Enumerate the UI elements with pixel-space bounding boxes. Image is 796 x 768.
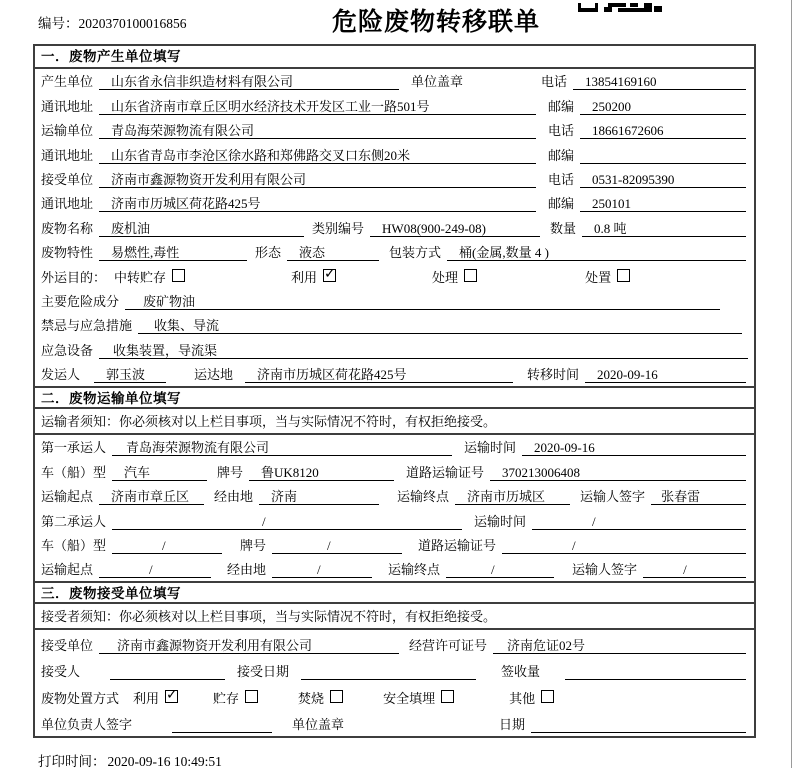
waste-name-label: 废物名称 [41,220,94,236]
destination-value: 济南市历城区荷花路425号 [245,366,513,383]
transfer-time-value: 2020-09-16 [585,366,746,383]
vehicle-type-2-value: / [112,537,222,554]
receiver-phone-label: 电话 [548,171,575,187]
accept-date-value [301,663,476,680]
row-accept-unit [35,630,754,657]
first-carrier-value: 青岛海荣源物流有限公司 [112,439,452,456]
endpoint-2-label: 运输终点 [388,562,441,578]
second-carrier-label: 第二承运人 [41,513,107,529]
row-route-2 [35,557,754,581]
vehicle-type-value: 汽车 [112,464,207,481]
checkbox-disposal-incineration-icon [330,690,343,703]
accept-unit-value: 济南市鑫源物资开发利用有限公司 [99,637,399,654]
packaging-label: 包装方式 [389,245,442,261]
emergency-measures-label: 禁忌与应急措施 [41,318,133,334]
transfer-purpose-label: 外运目的： [41,269,107,285]
producer-zip-value: 250200 [580,98,746,115]
responsible-signature-label: 单位负责人签字 [41,717,133,733]
via-value: 济南 [259,488,379,505]
checkbox-disposal-storage-icon [245,690,258,703]
purpose-option-label: 处理 [432,269,459,285]
responsible-signature-value [172,716,272,733]
transport-zip-label: 邮编 [548,147,575,163]
receiver-address-value: 济南市历城区荷花路425号 [99,195,536,212]
print-time-value: 2020-09-16 10:49:51 [107,754,222,768]
plate-number-2-value: / [272,537,402,554]
section-transporter-title: 二．废物运输单位填写 [35,386,754,409]
checkbox-transfer-storage-icon [172,269,185,282]
carrier-signature-2-value: / [643,561,746,578]
row-emergency-measures [35,313,754,337]
producer-phone-value: 13854169160 [573,73,746,90]
disposal-method-label: 废物处置方式 [41,690,120,706]
date-label: 日期 [499,717,526,733]
receiver-unit-label: 接受单位 [41,171,94,187]
transport-time-2-label: 运输时间 [474,513,527,529]
row-vehicle-type-2 [35,533,754,557]
disposal-option-label: 贮存 [213,690,240,706]
transport-phone-value: 18661672606 [580,122,746,139]
checkbox-disposal-other-icon [541,690,554,703]
producer-zip-label: 邮编 [548,98,575,114]
purpose-option-treatment [432,267,477,286]
page-title: 危险废物转移联单 [332,8,541,36]
row-transport-address [35,142,754,166]
consignor-label: 发运人 [41,367,81,383]
waste-traits-label: 废物特性 [41,245,94,261]
row-emergency-equipment [35,337,754,361]
purpose-option-disposal [585,267,630,286]
row-second-carrier [35,508,754,532]
document-number-label: 编号： [38,16,79,31]
row-transfer-purpose [35,264,754,288]
hazard-component-label: 主要危险成分 [41,293,120,309]
first-carrier-label: 第一承运人 [41,440,107,456]
consignor-value: 郭玉波 [94,366,166,383]
checkbox-disposal-utilize-icon [165,690,178,703]
checkbox-utilize-icon [323,269,336,282]
transport-time-label: 运输时间 [464,440,517,456]
row-first-carrier [35,435,754,459]
receiver-phone-value: 0531-82095390 [580,171,746,188]
row-receiver-unit [35,167,754,191]
road-permit-label: 道路运输证号 [406,464,485,480]
plate-number-value: 鲁UK8120 [249,464,394,481]
road-permit-2-label: 道路运输证号 [418,538,497,554]
carrier-signature-2-label: 运输人签字 [572,562,638,578]
producer-unit-label: 产生单位 [41,74,94,90]
purpose-option-label: 利用 [291,269,318,285]
row-producer-address [35,93,754,117]
via-2-label: 经由地 [227,562,267,578]
unit-seal-label: 单位盖章 [411,74,464,90]
vehicle-type-2-label: 车（船）型 [41,538,107,554]
accept-date-label: 接受日期 [237,664,290,680]
accept-person-label: 接受人 [41,664,81,680]
transport-unit-value: 青岛海荣源物流有限公司 [99,122,536,139]
transfer-time-label: 转移时间 [527,367,580,383]
via-2-value: / [272,561,372,578]
endpoint-2-value: / [446,561,554,578]
row-consignor [35,362,754,386]
qr-code-icon [578,0,662,9]
origin-label: 运输起点 [41,489,94,505]
transport-time-value: 2020-09-16 [522,439,746,456]
disposal-option-incineration [298,688,343,707]
print-time-label: 打印时间： [38,754,106,768]
print-time [38,750,224,768]
carrier-signature-value: 张春雷 [651,488,746,505]
row-disposal-method [35,683,754,710]
checkbox-disposal-landfill-icon [441,690,454,703]
quantity-value: 0.8 吨 [582,220,746,237]
endpoint-label: 运输终点 [397,489,450,505]
row-accept-person [35,657,754,684]
section-receiver [35,581,754,736]
signed-quantity-value [565,663,746,680]
receiver-zip-label: 邮编 [548,196,575,212]
section-transporter [35,386,754,581]
category-code-label: 类别编号 [312,220,365,236]
disposal-option-other [509,688,554,707]
date-value [531,716,746,733]
license-number-label: 经营许可证号 [409,637,488,653]
purpose-option-transfer-storage [114,267,185,286]
transport-address-label: 通讯地址 [41,147,94,163]
producer-address-value: 山东省济南市章丘区明水经济技术开发区工业一路501号 [99,98,536,115]
road-permit-2-value: / [502,537,746,554]
endpoint-value: 济南市历城区 [455,488,570,505]
physical-form-value: 液态 [287,244,379,261]
emergency-equipment-label: 应急设备 [41,342,94,358]
row-waste-name [35,215,754,239]
section-producer-title: 一．废物产生单位填写 [35,46,754,69]
via-label: 经由地 [214,489,254,505]
plate-number-2-label: 牌号 [240,538,267,554]
waste-name-value: 废机油 [99,220,304,237]
transport-unit-label: 运输单位 [41,123,94,139]
row-producer-unit [35,69,754,93]
signed-quantity-label: 签收量 [501,664,541,680]
disposal-option-label: 其他 [509,690,536,706]
second-carrier-value: / [112,513,462,530]
quantity-label: 数量 [550,220,577,236]
document-number-value: 2020370100016856 [78,16,187,31]
emergency-measures-value: 收集、导流 [138,317,742,334]
transport-phone-label: 电话 [548,123,575,139]
producer-unit-value: 山东省永信非织造材料有限公司 [99,73,399,90]
purpose-option-label: 处置 [585,269,612,285]
license-number-value: 济南危证02号 [493,637,746,654]
physical-form-label: 形态 [255,245,282,261]
transporter-notice: 运输者须知：你必须核对以上栏目事项，当与实际情况不符时，有权拒绝接受。 [35,409,754,435]
section-receiver-title: 三．废物接受单位填写 [35,581,754,604]
row-waste-traits [35,240,754,264]
page-edge-divider [791,0,792,768]
transport-zip-value [580,147,746,164]
document-number [38,12,187,32]
purpose-option-label: 中转贮存 [114,269,167,285]
row-transport-unit [35,118,754,142]
category-code-value: HW08(900-249-08) [370,220,540,237]
transport-time-2-value: / [532,513,746,530]
qr-code-fragment-svg [578,3,662,12]
hazard-component-value: 废矿物油 [125,293,720,310]
manifest-form [33,44,756,738]
destination-label: 运达地 [194,367,234,383]
accept-unit-label: 接受单位 [41,637,94,653]
receiver-seal-label: 单位盖章 [292,717,345,733]
row-route-1 [35,484,754,508]
row-vehicle-type-1 [35,459,754,483]
row-responsible-signature [35,710,754,737]
section-producer [35,46,754,386]
row-hazard-component [35,289,754,313]
origin-2-label: 运输起点 [41,562,94,578]
checkbox-disposal-icon [617,269,630,282]
transport-address-value: 山东省青岛市李沧区徐水路和郑佛路交叉口东侧20米 [99,147,536,164]
disposal-option-landfill [383,688,454,707]
purpose-option-utilize [291,267,336,286]
origin-2-value: / [99,561,211,578]
carrier-signature-label: 运输人签字 [580,489,646,505]
plate-number-label: 牌号 [217,464,244,480]
producer-phone-label: 电话 [541,74,568,90]
receiver-notice: 接受者须知：你必须核对以上栏目事项，当与实际情况不符时，有权拒绝接受。 [35,604,754,630]
receiver-zip-value: 250101 [580,195,746,212]
disposal-option-label: 利用 [133,690,160,706]
checkbox-treatment-icon [464,269,477,282]
disposal-option-utilize [133,688,178,707]
disposal-option-label: 安全填埋 [383,690,436,706]
vehicle-type-label: 车（船）型 [41,464,107,480]
receiver-address-label: 通讯地址 [41,196,94,212]
producer-address-label: 通讯地址 [41,98,94,114]
disposal-option-storage [213,688,258,707]
row-receiver-address [35,191,754,215]
packaging-value: 桶(金属,数量 4 ) [447,244,746,261]
origin-value: 济南市章丘区 [99,488,204,505]
disposal-option-label: 焚烧 [298,690,325,706]
road-permit-value: 370213006408 [490,464,746,481]
accept-person-value [110,663,225,680]
receiver-unit-value: 济南市鑫源物资开发利用有限公司 [99,171,536,188]
emergency-equipment-value: 收集装置，导流渠 [99,342,748,359]
waste-traits-value: 易燃性,毒性 [99,244,247,261]
